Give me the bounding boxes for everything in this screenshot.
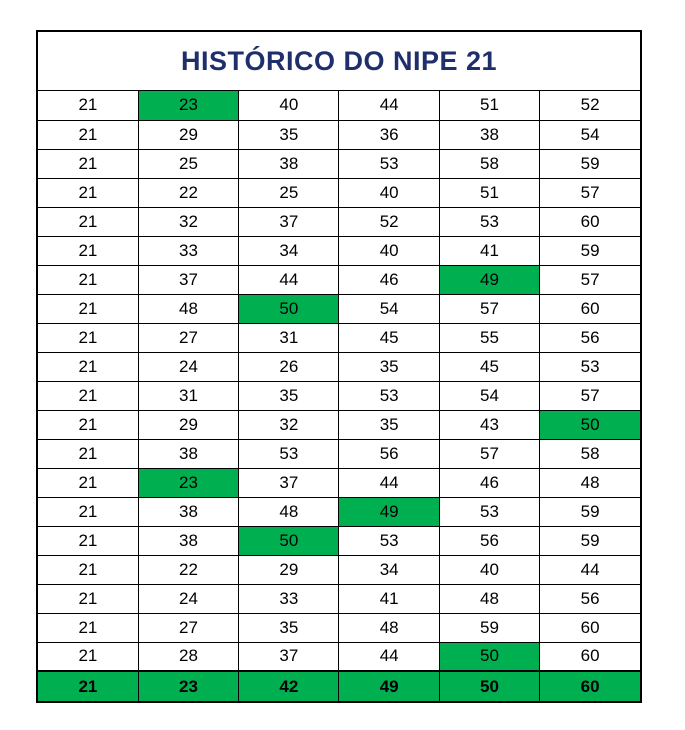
table-cell[interactable]: 41 — [439, 236, 539, 265]
table-row — [38, 381, 640, 410]
table-cell[interactable]: 35 — [239, 613, 339, 642]
table-cell[interactable]: 25 — [138, 149, 238, 178]
table-cell[interactable]: 29 — [138, 120, 238, 149]
table-cell[interactable]: 37 — [239, 642, 339, 671]
table-cell[interactable]: 53 — [439, 207, 539, 236]
table-row — [38, 207, 640, 236]
table-cell[interactable]: 58 — [439, 149, 539, 178]
table-row — [38, 120, 640, 149]
table-row — [38, 497, 640, 526]
table-cell[interactable]: 56 — [540, 584, 640, 613]
table-row — [38, 352, 640, 381]
highlighted-cell[interactable]: 50 — [239, 294, 339, 323]
summary-cell[interactable]: 49 — [339, 671, 439, 701]
highlighted-cell[interactable]: 49 — [439, 265, 539, 294]
summary-cell[interactable]: 23 — [138, 671, 238, 701]
table-cell[interactable]: 51 — [439, 91, 539, 120]
table-cell[interactable]: 27 — [138, 323, 238, 352]
table-cell[interactable]: 59 — [540, 236, 640, 265]
table-row — [38, 265, 640, 294]
table-cell[interactable]: 59 — [540, 497, 640, 526]
table-body — [38, 91, 640, 701]
table-cell[interactable]: 35 — [239, 120, 339, 149]
table-cell[interactable]: 21 — [38, 613, 138, 642]
table-cell[interactable]: 56 — [339, 439, 439, 468]
table-cell[interactable]: 53 — [339, 149, 439, 178]
table-cell[interactable]: 53 — [239, 439, 339, 468]
table-cell[interactable]: 57 — [540, 178, 640, 207]
table-cell[interactable]: 37 — [239, 207, 339, 236]
table-cell[interactable]: 21 — [38, 439, 138, 468]
table-cell[interactable]: 60 — [540, 207, 640, 236]
table-cell[interactable]: 21 — [38, 120, 138, 149]
table-cell[interactable]: 53 — [439, 497, 539, 526]
table-cell[interactable]: 57 — [540, 381, 640, 410]
table-cell[interactable]: 35 — [239, 381, 339, 410]
table-cell[interactable]: 37 — [239, 468, 339, 497]
table-cell[interactable]: 24 — [138, 584, 238, 613]
table-cell[interactable]: 26 — [239, 352, 339, 381]
table-row — [38, 526, 640, 555]
table-cell[interactable]: 21 — [38, 642, 138, 671]
summary-cell[interactable]: 60 — [540, 671, 640, 701]
table-cell[interactable]: 52 — [339, 207, 439, 236]
table-cell[interactable]: 24 — [138, 352, 238, 381]
table-cell[interactable]: 44 — [239, 265, 339, 294]
table-cell[interactable]: 45 — [339, 323, 439, 352]
table-row — [38, 642, 640, 671]
summary-cell[interactable]: 50 — [439, 671, 539, 701]
table-cell[interactable]: 33 — [239, 584, 339, 613]
spreadsheet — [36, 30, 642, 703]
table-cell[interactable]: 58 — [540, 439, 640, 468]
table-cell[interactable]: 35 — [339, 352, 439, 381]
table-cell[interactable]: 59 — [540, 149, 640, 178]
table-cell[interactable]: 40 — [339, 178, 439, 207]
table-cell[interactable]: 56 — [439, 526, 539, 555]
table-cell[interactable]: 29 — [239, 555, 339, 584]
table-cell[interactable]: 38 — [439, 120, 539, 149]
table-cell[interactable]: 31 — [138, 381, 238, 410]
table-cell[interactable]: 60 — [540, 613, 640, 642]
table-cell[interactable]: 35 — [339, 410, 439, 439]
table-cell[interactable]: 44 — [339, 468, 439, 497]
table-cell[interactable]: 48 — [239, 497, 339, 526]
table-cell[interactable]: 51 — [439, 178, 539, 207]
summary-row — [38, 671, 640, 701]
table-cell[interactable]: 44 — [339, 91, 439, 120]
table-cell[interactable]: 53 — [540, 352, 640, 381]
table-row — [38, 236, 640, 265]
table-cell[interactable]: 21 — [38, 207, 138, 236]
table-cell[interactable]: 53 — [339, 526, 439, 555]
table-cell[interactable]: 34 — [239, 236, 339, 265]
table-cell[interactable]: 45 — [439, 352, 539, 381]
table-cell[interactable]: 59 — [439, 613, 539, 642]
table-cell[interactable]: 28 — [138, 642, 238, 671]
table-cell[interactable]: 46 — [439, 468, 539, 497]
table-cell[interactable]: 25 — [239, 178, 339, 207]
table-cell[interactable]: 32 — [239, 410, 339, 439]
table-cell[interactable]: 48 — [339, 613, 439, 642]
table-cell[interactable]: 29 — [138, 410, 238, 439]
table-cell[interactable]: 21 — [38, 555, 138, 584]
table-cell[interactable]: 38 — [138, 439, 238, 468]
table-cell[interactable]: 21 — [38, 381, 138, 410]
table-row — [38, 178, 640, 207]
table-cell[interactable]: 21 — [38, 294, 138, 323]
table-cell[interactable]: 57 — [439, 439, 539, 468]
page-title: HISTÓRICO DO NIPE 21 — [180, 45, 498, 76]
table-cell[interactable]: 48 — [540, 468, 640, 497]
table-cell[interactable]: 59 — [540, 526, 640, 555]
table-cell[interactable]: 48 — [138, 294, 238, 323]
table-cell[interactable]: 34 — [339, 555, 439, 584]
table-cell[interactable]: 38 — [239, 149, 339, 178]
table-row — [38, 613, 640, 642]
table-cell[interactable]: 21 — [38, 526, 138, 555]
table-cell[interactable]: 53 — [339, 381, 439, 410]
highlighted-cell[interactable]: 50 — [239, 526, 339, 555]
table-row — [38, 584, 640, 613]
table-cell[interactable]: 21 — [38, 584, 138, 613]
table-cell[interactable]: 46 — [339, 265, 439, 294]
table-cell[interactable]: 54 — [439, 381, 539, 410]
table-cell[interactable]: 32 — [138, 207, 238, 236]
table-cell[interactable]: 52 — [540, 91, 640, 120]
highlighted-cell[interactable]: 23 — [138, 468, 238, 497]
table-row — [38, 468, 640, 497]
summary-cell[interactable]: 42 — [239, 671, 339, 701]
table-cell[interactable]: 38 — [138, 497, 238, 526]
table-row — [38, 439, 640, 468]
table-cell[interactable]: 57 — [439, 294, 539, 323]
table-cell[interactable]: 38 — [138, 526, 238, 555]
table-cell[interactable]: 60 — [540, 294, 640, 323]
history-table — [38, 91, 640, 701]
table-row — [38, 149, 640, 178]
table-cell[interactable]: 37 — [138, 265, 238, 294]
table-cell[interactable]: 48 — [439, 584, 539, 613]
table-cell[interactable]: 54 — [339, 294, 439, 323]
table-cell[interactable]: 40 — [239, 91, 339, 120]
highlighted-cell[interactable]: 49 — [339, 497, 439, 526]
table-cell[interactable]: 21 — [38, 410, 138, 439]
table-cell[interactable]: 21 — [38, 468, 138, 497]
table-cell[interactable]: 21 — [38, 236, 138, 265]
table-cell[interactable]: 31 — [239, 323, 339, 352]
table-cell[interactable]: 56 — [540, 323, 640, 352]
table-row — [38, 91, 640, 120]
table-row — [38, 323, 640, 352]
table-cell[interactable]: 44 — [339, 642, 439, 671]
table-cell[interactable]: 43 — [439, 410, 539, 439]
highlighted-cell[interactable]: 50 — [540, 410, 640, 439]
title-cell[interactable] — [38, 32, 640, 91]
table-cell[interactable]: 41 — [339, 584, 439, 613]
table-row — [38, 294, 640, 323]
table-cell[interactable]: 21 — [38, 352, 138, 381]
table-cell[interactable]: 21 — [38, 323, 138, 352]
table-cell[interactable]: 44 — [540, 555, 640, 584]
table-cell[interactable]: 55 — [439, 323, 539, 352]
table-cell[interactable]: 60 — [540, 642, 640, 671]
table-cell[interactable]: 22 — [138, 555, 238, 584]
table-cell[interactable]: 21 — [38, 497, 138, 526]
table-cell[interactable]: 21 — [38, 149, 138, 178]
table-cell[interactable]: 21 — [38, 265, 138, 294]
table-cell[interactable]: 54 — [540, 120, 640, 149]
table-cell[interactable]: 21 — [38, 91, 138, 120]
table-cell[interactable]: 33 — [138, 236, 238, 265]
highlighted-cell[interactable]: 23 — [138, 91, 238, 120]
table-row — [38, 555, 640, 584]
table-cell[interactable]: 40 — [439, 555, 539, 584]
table-cell[interactable]: 27 — [138, 613, 238, 642]
table-cell[interactable]: 57 — [540, 265, 640, 294]
highlighted-cell[interactable]: 50 — [439, 642, 539, 671]
table-cell[interactable]: 22 — [138, 178, 238, 207]
table-row — [38, 410, 640, 439]
table-cell[interactable]: 36 — [339, 120, 439, 149]
table-cell[interactable]: 21 — [38, 178, 138, 207]
summary-cell[interactable]: 21 — [38, 671, 138, 701]
table-cell[interactable]: 40 — [339, 236, 439, 265]
